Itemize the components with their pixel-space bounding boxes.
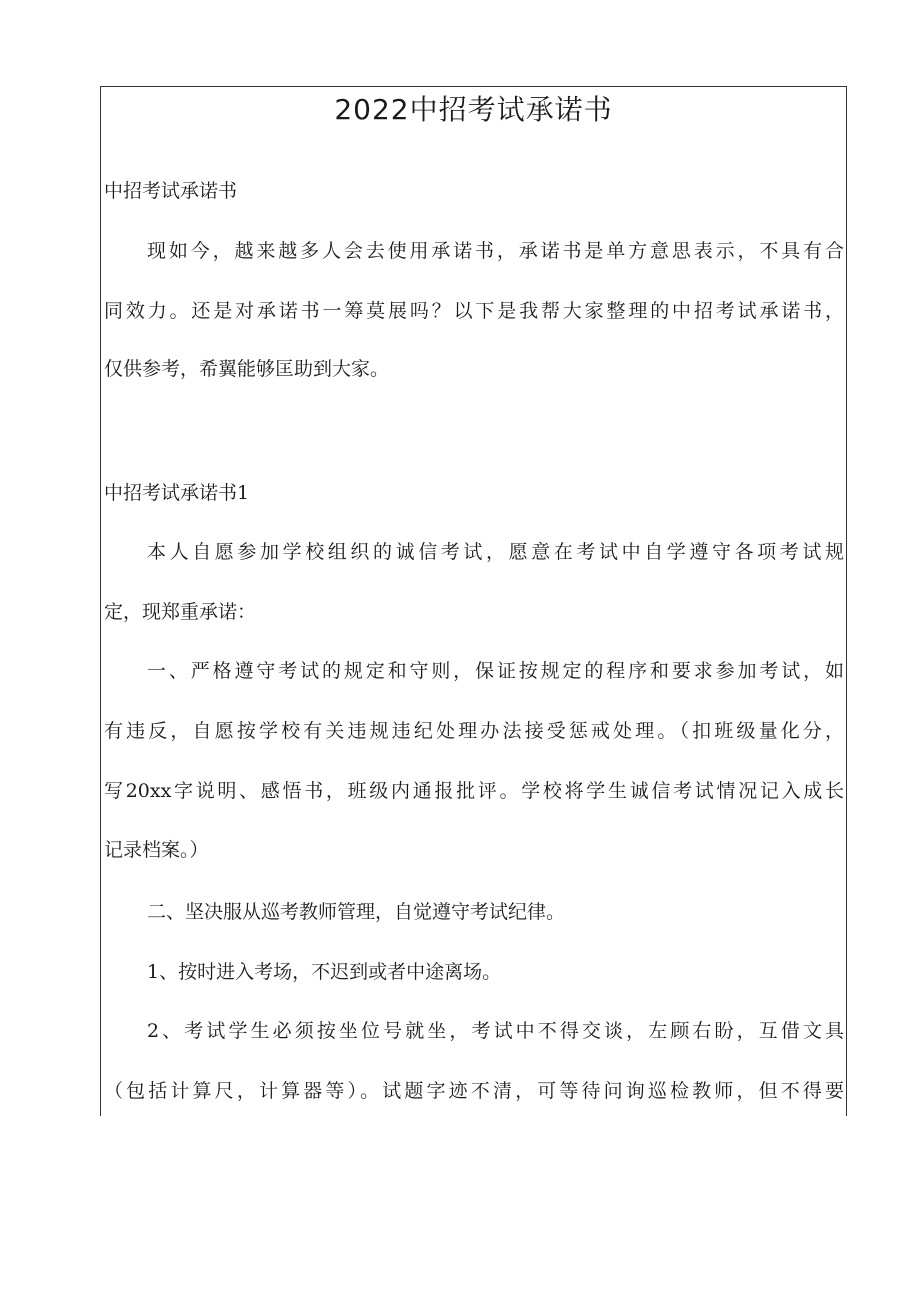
document-title: 2022中招考试承诺书 [334,93,613,126]
subsection-heading: 中招考试承诺书1 [104,482,250,504]
rule-one-line: 记录档案。） [104,839,209,861]
intro-paragraph-line: 现如今，越来越多人会去使用承诺书，承诺书是单方意思表示，不具有合 [147,240,844,262]
rule-item-line: 1、按时进入考场，不迟到或者中途离场。 [147,961,502,983]
rule-item-line: （包括计算尺，计算器等）。试题字迹不清，可等待问询巡检教师，但不得要 [104,1080,844,1102]
rule-one-line: 有违反，自愿按学校有关违规违纪处理办法接受惩戒处理。（扣班级量化分， [104,720,844,742]
rule-item-line: 2、考试学生必须按坐位号就坐，考试中不得交谈，左顾右盼，互借文具 [147,1020,844,1042]
section-heading: 中招考试承诺书 [104,180,238,202]
rule-one-line: 写20xx字说明、感悟书，班级内通报批评。学校将学生诚信考试情况记入成长 [104,780,844,802]
pledge-paragraph-line: 定，现郑重承诺： [104,601,257,623]
pledge-paragraph-line: 本人自愿参加学校组织的诚信考试，愿意在考试中自学遵守各项考试规 [147,541,844,563]
rule-two-line: 二、坚决服从巡考教师管理，自觉遵守考试纪律。 [147,901,566,923]
intro-paragraph-line: 同效力。还是对承诺书一筹莫展吗？以下是我帮大家整理的中招考试承诺书， [104,300,844,322]
rule-one-line: 一、严格遵守考试的规定和守则，保证按规定的程序和要求参加考试，如 [147,660,844,682]
intro-paragraph-line: 仅供参考，希翼能够匡助到大家。 [104,358,390,380]
